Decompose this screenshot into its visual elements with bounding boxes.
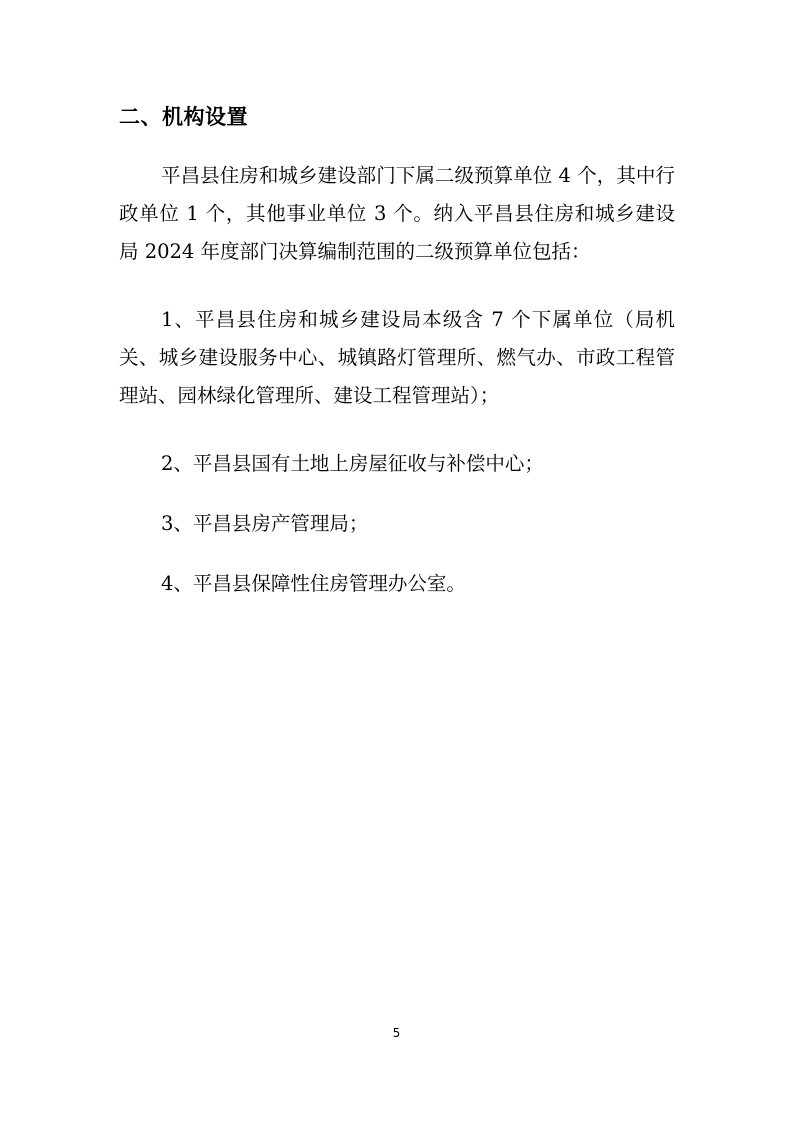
section-heading: 二、机构设置 (119, 105, 248, 129)
paragraph-budget-units-summary: 平昌县住房和城乡建设部门下属二级预算单位 4 个，其中行政单位 1 个，其他事业单位 3 个。纳入平昌县住房和城乡建设局 2024 年度部门决算编制范围的二级预算单位包括： (119, 164, 675, 263)
paragraph-item-4: 4、平昌县保障性住房管理办公室。 (161, 572, 466, 595)
paragraph-item-3: 3、平昌县房产管理局； (161, 512, 369, 535)
paragraph-item-2: 2、平昌县国有土地上房屋征收与补偿中心； (161, 452, 544, 475)
paragraph-item-1: 1、平昌县住房和城乡建设局本级含 7 个下属单位（局机关、城乡建设服务中心、城镇路灯管理所、燃气办、市政工程管理站、园林绿化管理所、建设工程管理站）； (119, 308, 675, 407)
page-number: 5 (392, 1026, 401, 1040)
